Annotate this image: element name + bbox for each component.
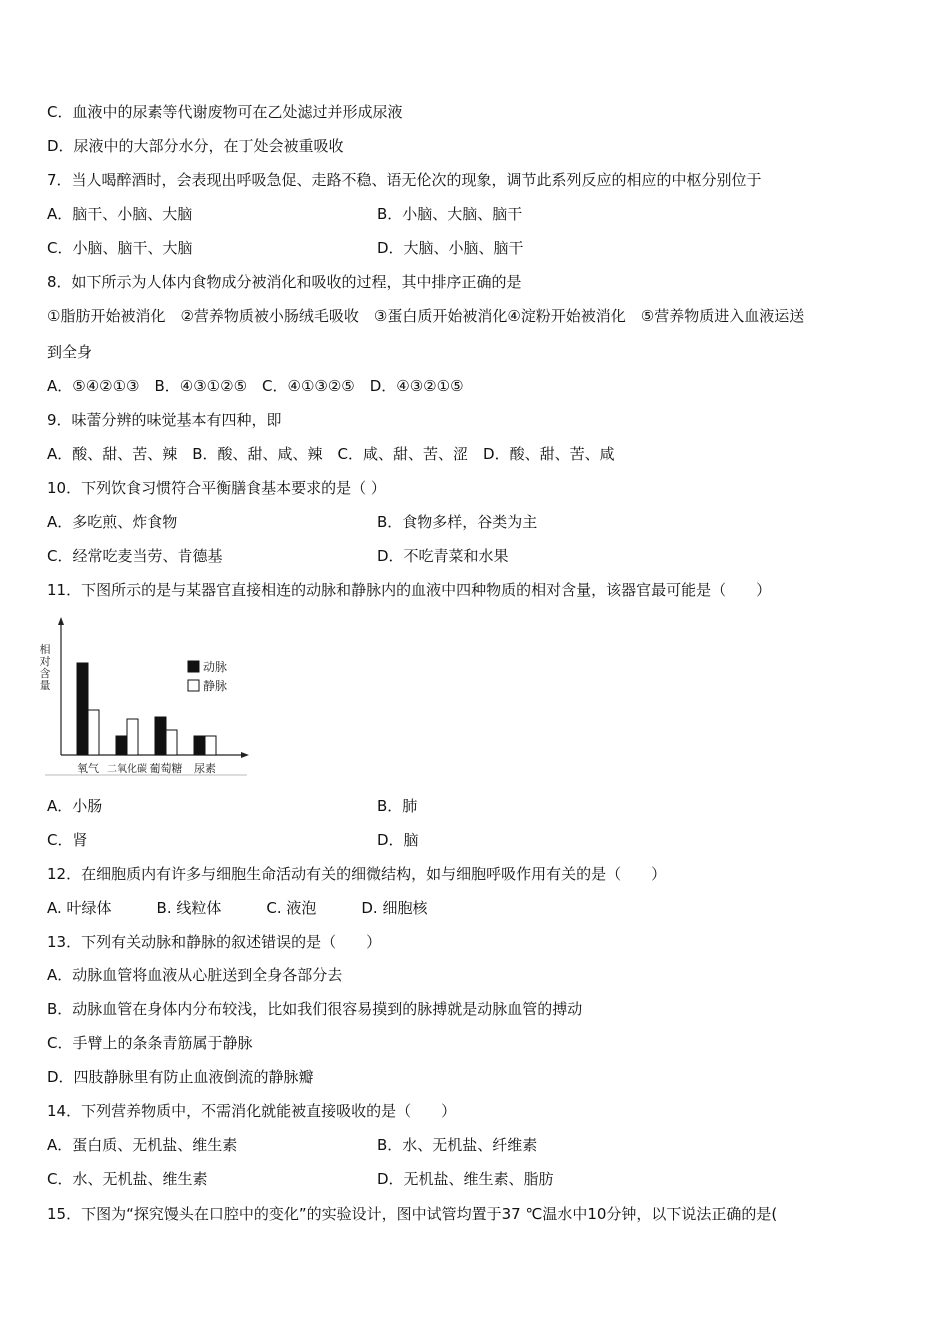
q14-stem: 14．下列营养物质中，不需消化就能被直接吸收的是（ ） xyxy=(47,1102,457,1120)
bar-artery-4 xyxy=(194,736,205,755)
legend-swatch-vein xyxy=(188,680,199,691)
bar-vein-2 xyxy=(127,719,138,755)
q11-option-a: A．小肠 xyxy=(47,797,103,815)
q13-option-d: D．四肢静脉里有防止血液倒流的静脉瓣 xyxy=(47,1068,314,1086)
q9-options: A．酸、甜、苦、辣 B．酸、甜、咸、辣 C．咸、甜、苦、涩 D．酸、甜、苦、咸 xyxy=(47,445,615,463)
q7-option-d: D．大脑、小脑、脑干 xyxy=(377,239,524,257)
q6-option-d: D．尿液中的大部分水分，在丁处会被重吸收 xyxy=(47,137,344,155)
bar-vein-3 xyxy=(166,730,177,755)
legend-swatch-artery xyxy=(188,661,199,672)
bar-artery-3 xyxy=(155,717,166,755)
q11-stem: 11．下图所示的是与某器官直接相连的动脉和静脉内的血液中四种物质的相对含量，该器官最可能是（ ） xyxy=(47,581,772,599)
q14-option-c: C．水、无机盐、维生素 xyxy=(47,1170,208,1188)
q8-items-line2: 到全身 xyxy=(47,343,93,361)
ylabel-char-3: 含 xyxy=(40,667,51,680)
q13-stem: 13．下列有关动脉和静脉的叙述错误的是（ ） xyxy=(47,933,382,951)
q9-stem: 9．味蕾分辨的味觉基本有四种，即 xyxy=(47,411,282,429)
q15-stem: 15．下图为“探究馒头在口腔中的变化”的实验设计，图中试管均置于37 ℃温水中10分钟，以下说法正确的是( xyxy=(47,1205,778,1223)
chart-legend xyxy=(188,659,227,693)
q11-option-b: B．肺 xyxy=(377,797,418,815)
q7-option-c: C．小脑、脑干、大脑 xyxy=(47,239,193,257)
q12-options: A. 叶绿体 B. 线粒体 C. 液泡 D. 细胞核 xyxy=(47,899,428,917)
q7-option-b: B．小脑、大脑、脑干 xyxy=(377,205,523,223)
x-tick-label-4: 尿素 xyxy=(194,762,216,775)
bar-vein-1 xyxy=(88,710,99,755)
bar-vein-4 xyxy=(205,736,216,755)
x-tick-label-3: 葡萄糖 xyxy=(149,762,183,775)
y-axis-arrow-icon xyxy=(58,617,64,625)
q10-option-a: A．多吃煎、炸食物 xyxy=(47,513,178,531)
q7-stem: 7．当人喝醉酒时，会表现出呼吸急促、走路不稳、语无伦次的现象，调节此系列反应的相应的中枢分别位于 xyxy=(47,171,762,189)
ylabel-char-2: 对 xyxy=(40,655,51,668)
q8-items-line1: ①脂肪开始被消化 ②营养物质被小肠绒毛吸收 ③蛋白质开始被消化④淀粉开始被消化 ⑤营养物质进入血液运送 xyxy=(47,307,805,325)
x-axis-arrow-icon xyxy=(241,752,249,758)
legend-label-artery: 动脉 xyxy=(203,660,228,674)
q10-option-d: D．不吃青菜和水果 xyxy=(377,547,509,565)
x-tick-label-1: 氧气 xyxy=(77,762,99,775)
bar-artery-2 xyxy=(116,736,127,755)
x-tick-label-2: 二氧化碳 xyxy=(107,764,147,775)
q11-option-d: D．脑 xyxy=(377,831,419,849)
q14-option-b: B．水、无机盐、纤维素 xyxy=(377,1136,538,1154)
q14-option-a: A．蛋白质、无机盐、维生素 xyxy=(47,1136,238,1154)
ylabel-char-1: 相 xyxy=(40,643,51,656)
q7-option-a: A．脑干、小脑、大脑 xyxy=(47,205,193,223)
bar-artery-1 xyxy=(77,663,88,755)
q13-option-a: A．动脉血管将血液从心脏送到全身各部分去 xyxy=(47,966,343,984)
q8-stem: 8．如下所示为人体内食物成分被消化和吸收的过程，其中排序正确的是 xyxy=(47,273,522,291)
legend-label-vein: 静脉 xyxy=(203,679,228,693)
q10-option-c: C．经常吃麦当劳、肯德基 xyxy=(47,547,223,565)
q13-option-c: C．手臂上的条条青筋属于静脉 xyxy=(47,1034,253,1052)
ylabel-char-4: 量 xyxy=(40,679,51,692)
q10-stem: 10．下列饮食习惯符合平衡膳食基本要求的是（ ） xyxy=(47,479,386,497)
chart-y-axis-label xyxy=(40,642,51,692)
q13-option-b: B．动脉血管在身体内分布较浅，比如我们很容易摸到的脉搏就是动脉血管的搏动 xyxy=(47,1000,583,1018)
q6-option-c: C．血液中的尿素等代谢废物可在乙处滤过并形成尿液 xyxy=(47,103,403,121)
q14-option-d: D．无机盐、维生素、脂肪 xyxy=(377,1170,554,1188)
q12-stem: 12．在细胞质内有许多与细胞生命活动有关的细微结构，如与细胞呼吸作用有关的是（ ） xyxy=(47,865,667,883)
blood-substance-bar-chart xyxy=(40,615,255,780)
q10-option-b: B．食物多样，谷类为主 xyxy=(377,513,538,531)
q11-option-c: C．肾 xyxy=(47,831,88,849)
q8-options: A．⑤④②①③ B．④③①②⑤ C．④①③②⑤ D．④③②①⑤ xyxy=(47,377,464,395)
